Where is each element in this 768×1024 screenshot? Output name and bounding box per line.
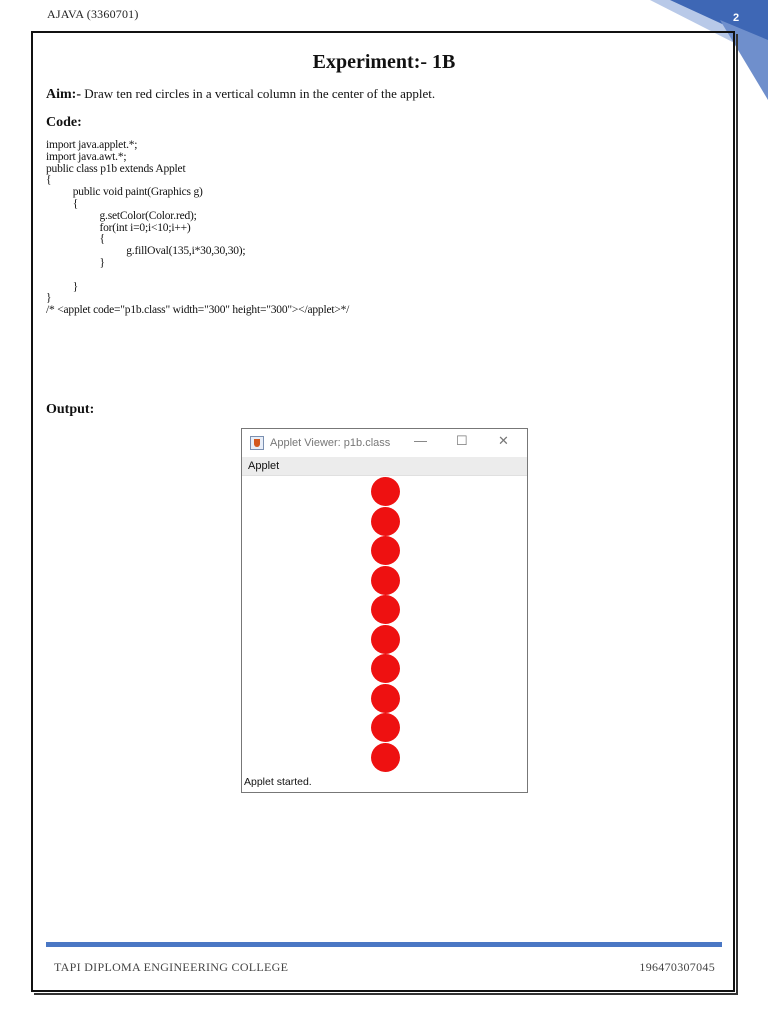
code-line: public class p1b extends Applet <box>46 162 186 175</box>
code-heading: Code: <box>46 115 82 130</box>
menu-bar <box>242 457 527 476</box>
code-line: import java.applet.*; <box>46 139 138 151</box>
red-circle <box>371 625 400 654</box>
red-circle <box>371 713 400 742</box>
code-line: g.fillOval(135,i*30,30,30); <box>46 245 246 258</box>
footer-enrollment: 196470307045 <box>639 960 715 974</box>
code-line: } <box>46 292 52 305</box>
footer-divider <box>46 942 722 947</box>
experiment-title: Experiment:- 1B <box>312 51 456 73</box>
red-circle <box>371 507 400 536</box>
aim-paragraph <box>46 86 435 103</box>
applet-viewer-window <box>241 428 528 793</box>
code-line: { <box>46 233 105 246</box>
code-line: /* <applet code="p1b.class" width="300" height="300"></applet>*/ <box>46 304 350 317</box>
aim-text: Draw ten red circles in a vertical column in the center of the applet. <box>84 86 436 101</box>
close-button[interactable]: ✕ <box>498 433 509 448</box>
red-circle <box>371 684 400 713</box>
code-line: public void paint(Graphics g) <box>46 186 203 199</box>
red-circle <box>371 743 400 772</box>
code-line: { <box>46 197 79 210</box>
red-circle <box>371 654 400 683</box>
code-line: { <box>46 174 52 187</box>
window-title: Applet Viewer: p1b.class <box>270 437 391 449</box>
course-header: AJAVA (3360701) <box>47 7 139 21</box>
status-bar: Applet started. <box>244 776 312 788</box>
minimize-button[interactable]: — <box>414 433 427 448</box>
menu-applet[interactable]: Applet <box>248 460 280 472</box>
code-line: } <box>46 256 105 269</box>
aim-label: Aim:- <box>46 87 81 102</box>
code-line: g.setColor(Color.red); <box>46 209 197 222</box>
window-titlebar[interactable] <box>242 429 527 457</box>
red-circle <box>371 536 400 565</box>
red-circle <box>371 595 400 624</box>
page-number: 2 <box>733 12 740 24</box>
maximize-button[interactable]: ☐ <box>456 433 468 448</box>
red-circle <box>371 477 400 506</box>
code-line: import java.awt.*; <box>46 150 127 163</box>
output-heading: Output: <box>46 402 95 417</box>
code-line: } <box>46 280 79 293</box>
code-line: for(int i=0;i<10;i++) <box>46 221 191 234</box>
footer-college: TAPI DIPLOMA ENGINEERING COLLEGE <box>54 960 289 974</box>
applet-canvas <box>242 476 527 774</box>
code-block <box>46 140 349 317</box>
red-circle <box>371 566 400 595</box>
java-icon <box>250 436 264 450</box>
